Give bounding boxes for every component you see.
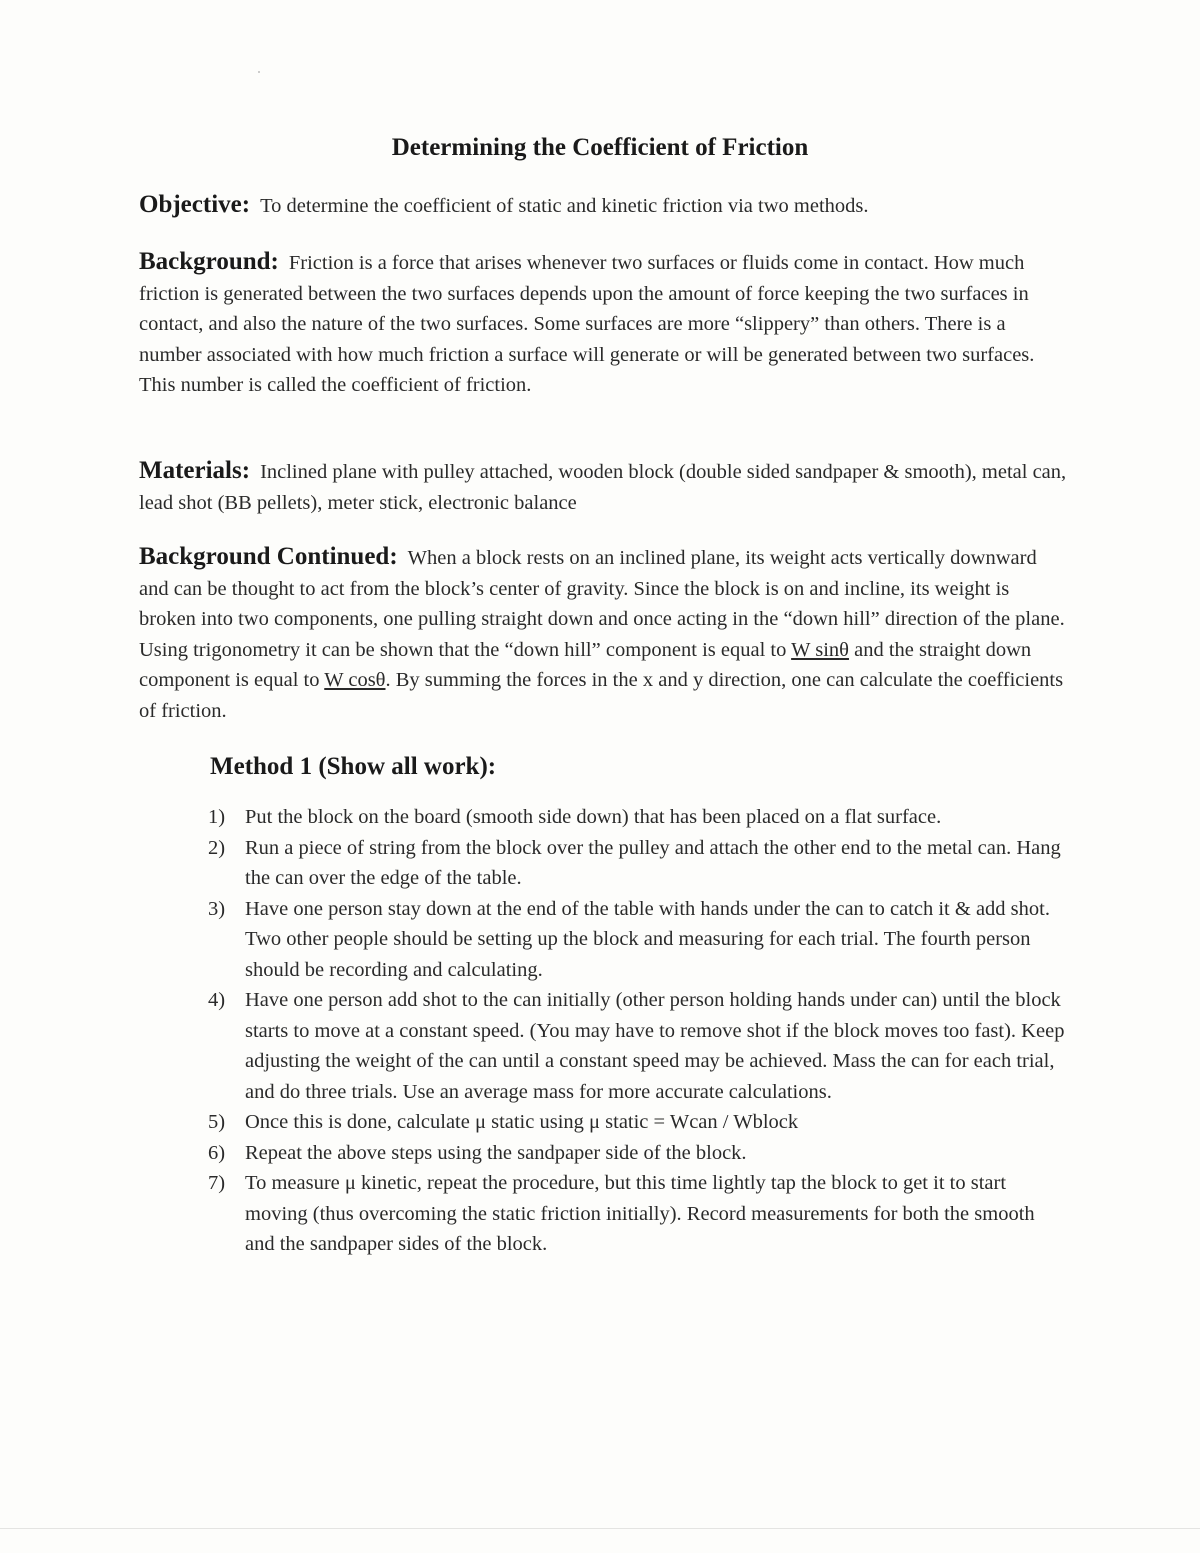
background-continued-text-2: and the straight down component is equal to — [139, 638, 1032, 691]
step-number: 2) — [208, 836, 226, 859]
step-number: 7) — [208, 1172, 226, 1194]
materials-text: Inclined plane with pulley attached, wooden block (double sided sandpaper & smooth), metal can, lead shot (BB pellets), meter stick, electronic balance — [139, 461, 1067, 514]
objective-paragraph — [139, 190, 1069, 222]
materials-paragraph — [139, 456, 1069, 518]
step-text: To measure μ kinetic, repeat the procedure, but this time lightly tap the block to get it to start moving (thus overcoming the static friction initially). Record measurements for both the smooth and the sandpaper sides of the block. — [245, 1172, 1035, 1255]
step-text: Have one person add shot to the can initially (other person holding hands under can) until the block starts to move at a constant speed. (You may have to remove shot if the block moves too fast). Keep adjusting the weight of the can until a constant speed may be achieved. Mass the can for each trial, and do three trials. Use an average mass for more accurate calculations. — [245, 989, 1065, 1103]
formula-w-cos-theta: W cosθ — [324, 669, 386, 691]
background-continued-label: Background Continued: — [139, 543, 398, 570]
method1-steps-list — [208, 802, 1068, 1260]
step-number: 3) — [208, 897, 226, 920]
method1-heading: Method 1 (Show all work): — [210, 753, 497, 780]
step-text: Run a piece of string from the block over the pulley and attach the other end to the metal can. Hang the can over the edge of the table. — [245, 836, 1061, 889]
step-text: Have one person stay down at the end of the table with hands under the can to catch it & add shot. Two other people should be setting up the block and measuring for each trial. The fourth person should be recording and calculating. — [245, 897, 1050, 981]
background-text: Friction is a force that arises whenever two surfaces or fluids come in contact. How much friction is generated between the two surfaces depends upon the amount of force keeping the two surfaces in contact, and also the nature of the two surfaces. Some surfaces are more “slippery” than others. There is a number associated with how much friction a surface will generate or will be generated between two surfaces. This number is called the coefficient of friction. — [139, 252, 1035, 396]
step-text: Once this is done, calculate μ static using μ static = Wcan / Wblock — [245, 1111, 799, 1133]
method1-step-2 — [208, 833, 1068, 894]
background-paragraph — [139, 247, 1069, 401]
background-continued-paragraph — [139, 542, 1069, 726]
step-number: 5) — [208, 1111, 226, 1133]
method1-step-3 — [208, 894, 1068, 986]
step-number: 4) — [208, 989, 226, 1011]
background-continued-text-3: . By summing the forces in the x and y direction, one can calculate the coefficients of friction. — [139, 669, 1064, 722]
scan-speck — [258, 71, 260, 73]
background-label: Background: — [139, 248, 279, 275]
step-text: Repeat the above steps using the sandpaper side of the block. — [245, 1141, 747, 1164]
step-number: 1) — [208, 806, 226, 828]
method1-step-6 — [208, 1138, 1068, 1169]
step-text: Put the block on the board (smooth side down) that has been placed on a flat surface. — [245, 806, 942, 828]
formula-w-sin-theta: W sinθ — [791, 638, 849, 661]
method1-step-4 — [208, 985, 1068, 1107]
document-title: Determining the Coefficient of Friction — [391, 134, 809, 161]
scan-edge-line — [0, 1528, 1200, 1529]
objective-label: Objective: — [139, 191, 251, 218]
step-number: 6) — [208, 1141, 226, 1164]
background-continued-text-1: When a block rests on an inclined plane, its weight acts vertically downward and can be thought to act from the block’s center of gravity. Since the block is on and incline, its weight is broken into two components, one pulling straight down and once acting in the “down hill” direction of the plane. Using trigonometry it can be shown that the “down hill” component is equal to — [139, 547, 1065, 661]
method1-step-7 — [208, 1168, 1068, 1260]
materials-label: Materials: — [139, 457, 251, 484]
method1-step-5 — [208, 1107, 1068, 1138]
objective-text: To determine the coefficient of static and kinetic friction via two methods. — [260, 195, 869, 217]
method1-step-1 — [208, 802, 1068, 833]
